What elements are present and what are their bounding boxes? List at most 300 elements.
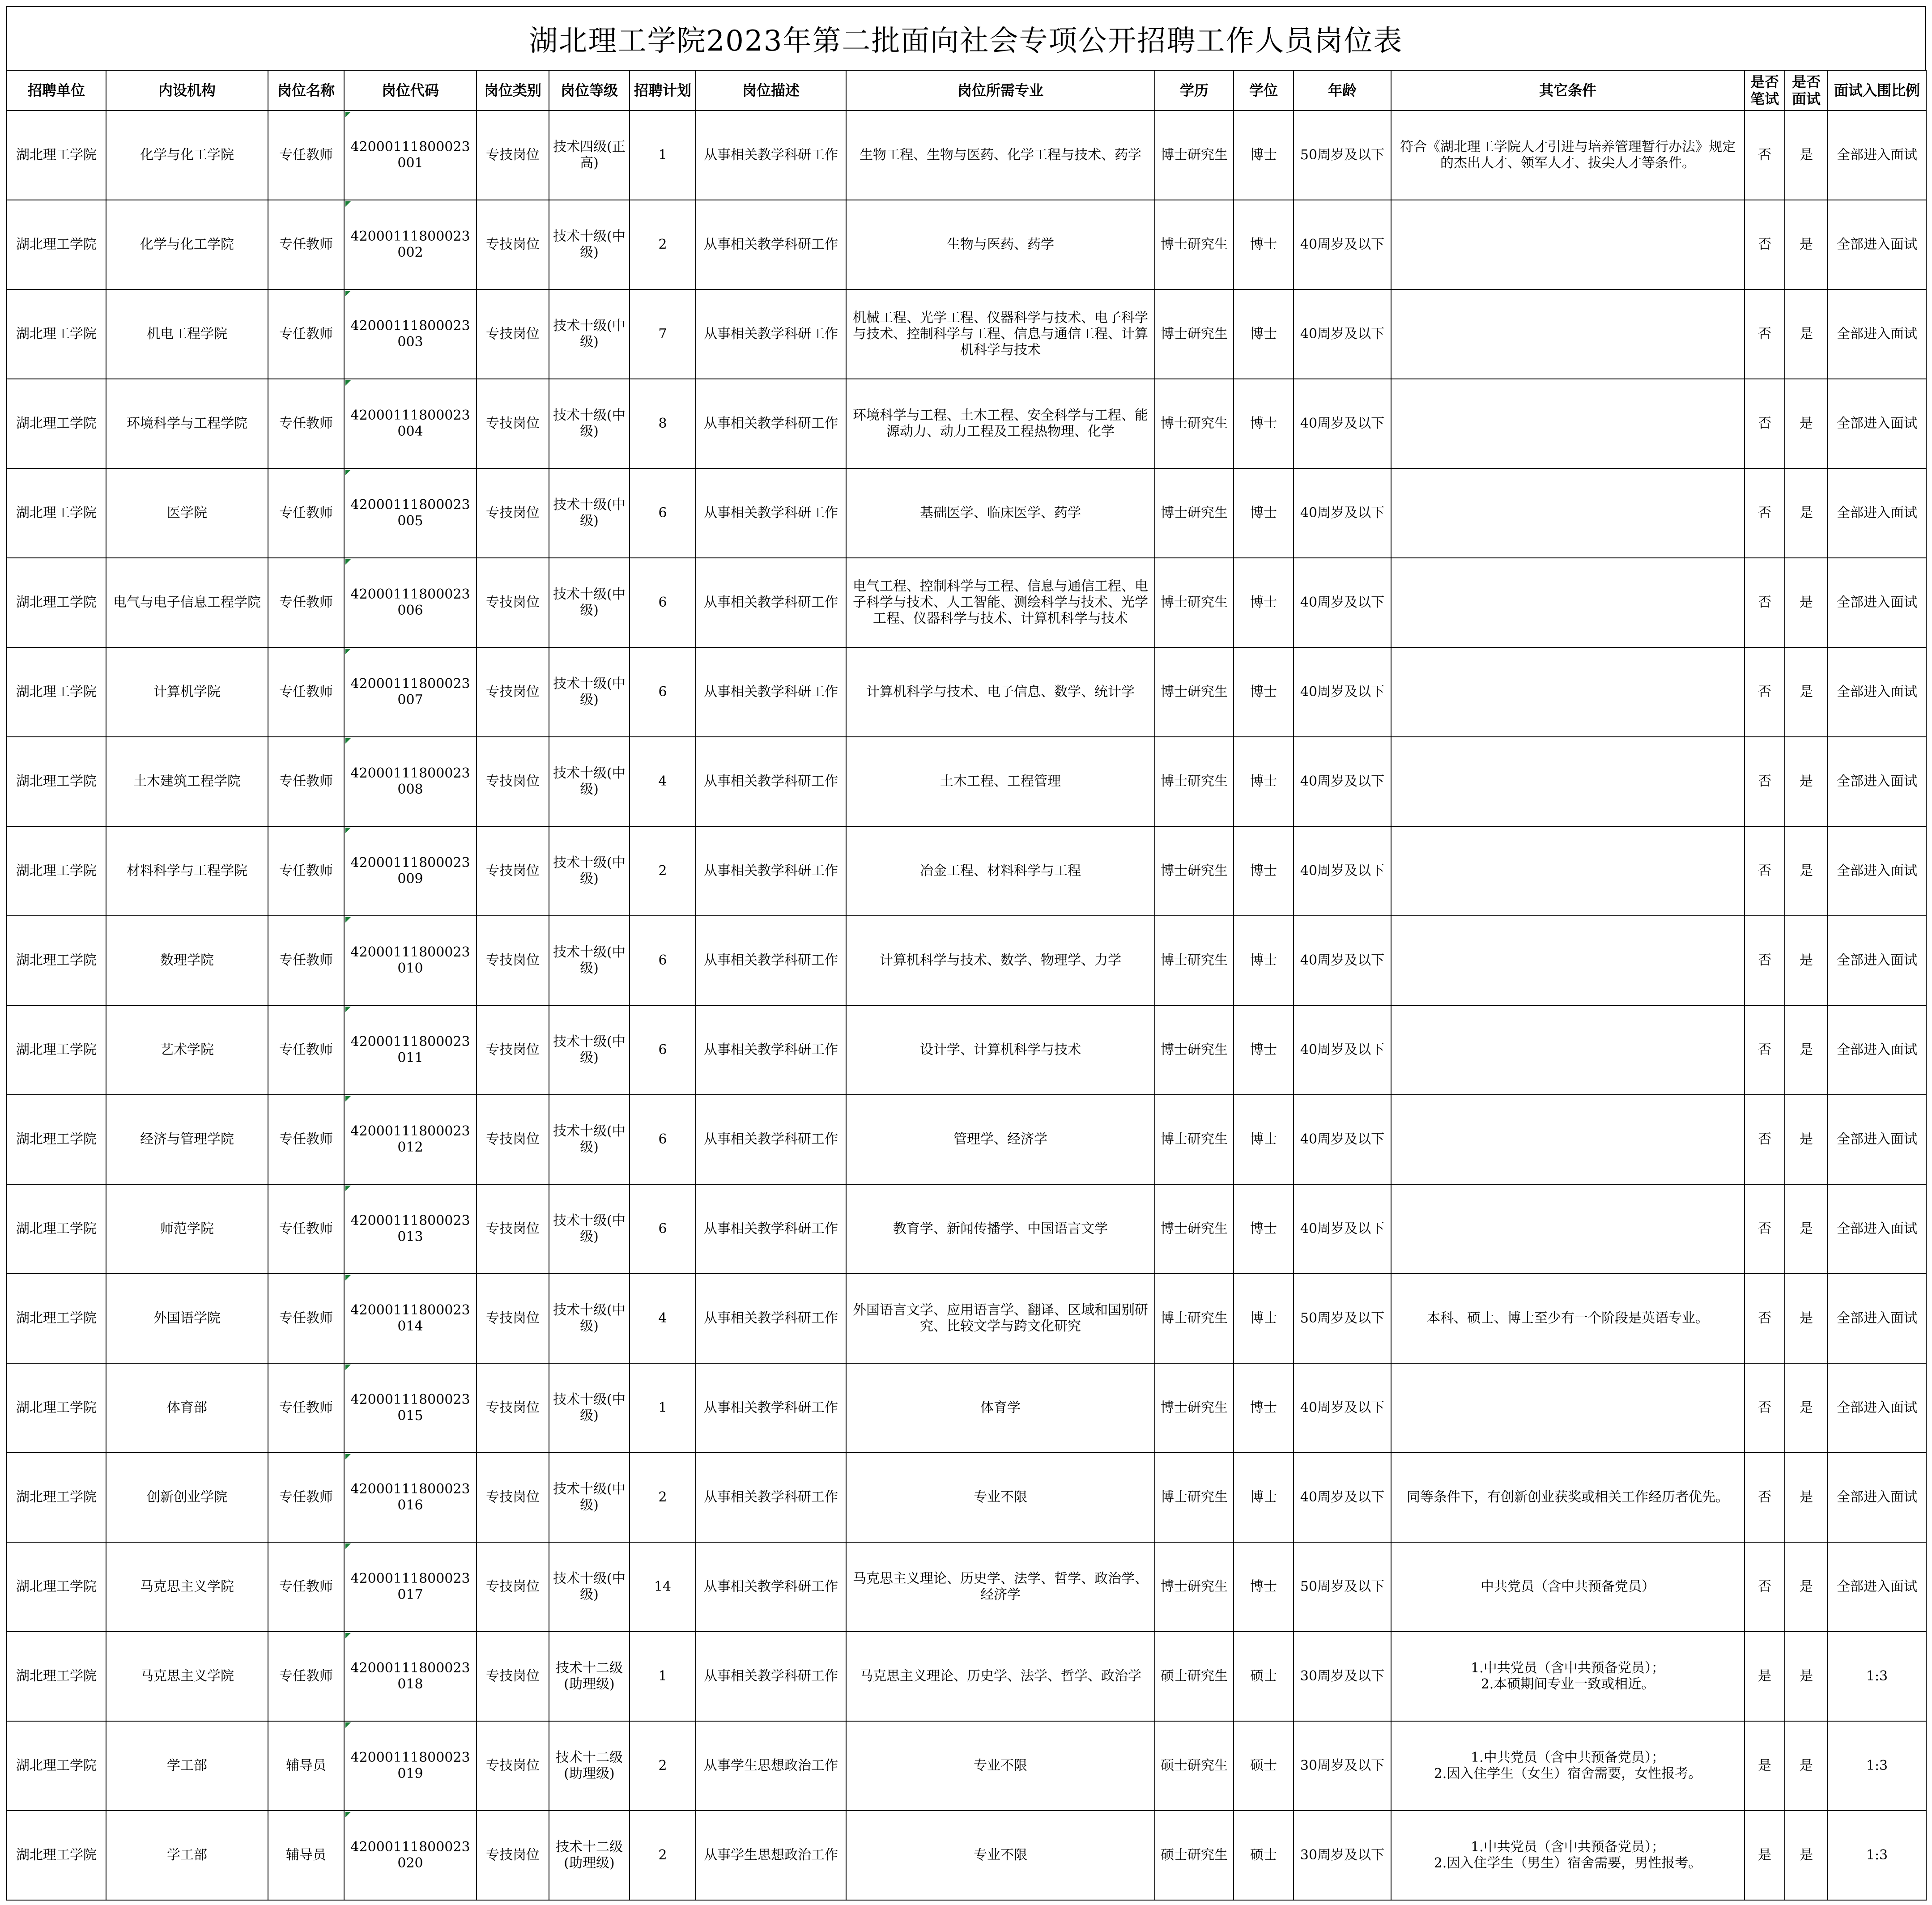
other-cell bbox=[1391, 379, 1745, 468]
post-cell: 专任教师 bbox=[268, 1184, 344, 1274]
category-cell: 专技岗位 bbox=[477, 826, 549, 916]
category-cell: 专技岗位 bbox=[477, 916, 549, 1005]
edu-cell: 博士研究生 bbox=[1155, 826, 1234, 916]
written-cell: 否 bbox=[1745, 737, 1785, 826]
unit-cell: 湖北理工学院 bbox=[7, 1811, 106, 1900]
age-cell: 40周岁及以下 bbox=[1294, 737, 1391, 826]
degree-cell: 博士 bbox=[1234, 1095, 1294, 1184]
code-cell: 42000111800023019 bbox=[344, 1721, 477, 1811]
code-cell: 42000111800023003 bbox=[344, 289, 477, 379]
plan-cell: 2 bbox=[630, 1721, 696, 1811]
interview-cell: 是 bbox=[1785, 200, 1828, 289]
unit-cell: 湖北理工学院 bbox=[7, 1542, 106, 1632]
ratio-cell: 全部进入面试 bbox=[1828, 468, 1926, 558]
desc-cell: 从事相关教学科研工作 bbox=[696, 1363, 846, 1453]
column-header: 学位 bbox=[1234, 70, 1294, 111]
dept-cell: 艺术学院 bbox=[106, 1005, 268, 1095]
desc-cell: 从事相关教学科研工作 bbox=[696, 826, 846, 916]
ratio-cell: 全部进入面试 bbox=[1828, 1095, 1926, 1184]
major-cell: 马克思主义理论、历史学、法学、哲学、政治学 bbox=[846, 1632, 1155, 1721]
level-cell: 技术十级(中级) bbox=[549, 468, 630, 558]
major-cell: 专业不限 bbox=[846, 1721, 1155, 1811]
table-row bbox=[7, 1811, 1926, 1900]
table-row bbox=[7, 1721, 1926, 1811]
ratio-cell: 全部进入面试 bbox=[1828, 826, 1926, 916]
column-header: 内设机构 bbox=[106, 70, 268, 111]
other-cell bbox=[1391, 200, 1745, 289]
written-cell: 否 bbox=[1745, 1095, 1785, 1184]
category-cell: 专技岗位 bbox=[477, 1632, 549, 1721]
ratio-cell: 全部进入面试 bbox=[1828, 1453, 1926, 1542]
ratio-cell: 全部进入面试 bbox=[1828, 379, 1926, 468]
other-cell: 同等条件下，有创新创业获奖或相关工作经历者优先。 bbox=[1391, 1453, 1745, 1542]
dept-cell: 创新创业学院 bbox=[106, 1453, 268, 1542]
written-cell: 否 bbox=[1745, 289, 1785, 379]
other-cell bbox=[1391, 289, 1745, 379]
other-cell bbox=[1391, 558, 1745, 647]
major-cell: 生物工程、生物与医药、化学工程与技术、药学 bbox=[846, 111, 1155, 200]
plan-cell: 2 bbox=[630, 1811, 696, 1900]
degree-cell: 博士 bbox=[1234, 737, 1294, 826]
post-cell: 专任教师 bbox=[268, 916, 344, 1005]
edu-cell: 博士研究生 bbox=[1155, 916, 1234, 1005]
category-cell: 专技岗位 bbox=[477, 1811, 549, 1900]
age-cell: 40周岁及以下 bbox=[1294, 379, 1391, 468]
unit-cell: 湖北理工学院 bbox=[7, 1274, 106, 1363]
written-cell: 是 bbox=[1745, 1632, 1785, 1721]
category-cell: 专技岗位 bbox=[477, 289, 549, 379]
plan-cell: 6 bbox=[630, 558, 696, 647]
written-cell: 否 bbox=[1745, 647, 1785, 737]
edu-cell: 博士研究生 bbox=[1155, 1184, 1234, 1274]
other-cell: 中共党员（含中共预备党员） bbox=[1391, 1542, 1745, 1632]
unit-cell: 湖北理工学院 bbox=[7, 1184, 106, 1274]
dept-cell: 外国语学院 bbox=[106, 1274, 268, 1363]
major-cell: 冶金工程、材料科学与工程 bbox=[846, 826, 1155, 916]
edu-cell: 博士研究生 bbox=[1155, 379, 1234, 468]
plan-cell: 6 bbox=[630, 1005, 696, 1095]
table-row bbox=[7, 379, 1926, 468]
code-cell: 42000111800023010 bbox=[344, 916, 477, 1005]
header-row bbox=[7, 70, 1926, 111]
table-row bbox=[7, 558, 1926, 647]
written-cell: 否 bbox=[1745, 1274, 1785, 1363]
other-cell bbox=[1391, 1005, 1745, 1095]
code-cell: 42000111800023014 bbox=[344, 1274, 477, 1363]
desc-cell: 从事相关教学科研工作 bbox=[696, 916, 846, 1005]
dept-cell: 土木建筑工程学院 bbox=[106, 737, 268, 826]
interview-cell: 是 bbox=[1785, 647, 1828, 737]
degree-cell: 博士 bbox=[1234, 1005, 1294, 1095]
ratio-cell: 全部进入面试 bbox=[1828, 647, 1926, 737]
table-row bbox=[7, 647, 1926, 737]
unit-cell: 湖北理工学院 bbox=[7, 1632, 106, 1721]
category-cell: 专技岗位 bbox=[477, 468, 549, 558]
level-cell: 技术十级(中级) bbox=[549, 1005, 630, 1095]
post-cell: 专任教师 bbox=[268, 468, 344, 558]
degree-cell: 博士 bbox=[1234, 826, 1294, 916]
age-cell: 40周岁及以下 bbox=[1294, 1453, 1391, 1542]
degree-cell: 博士 bbox=[1234, 1542, 1294, 1632]
category-cell: 专技岗位 bbox=[477, 1453, 549, 1542]
edu-cell: 博士研究生 bbox=[1155, 737, 1234, 826]
interview-cell: 是 bbox=[1785, 1095, 1828, 1184]
ratio-cell: 全部进入面试 bbox=[1828, 1363, 1926, 1453]
major-cell: 设计学、计算机科学与技术 bbox=[846, 1005, 1155, 1095]
other-cell: 本科、硕士、博士至少有一个阶段是英语专业。 bbox=[1391, 1274, 1745, 1363]
category-cell: 专技岗位 bbox=[477, 200, 549, 289]
post-cell: 专任教师 bbox=[268, 1542, 344, 1632]
level-cell: 技术十级(中级) bbox=[549, 916, 630, 1005]
table-row bbox=[7, 1632, 1926, 1721]
recruitment-sheet bbox=[6, 6, 1926, 1901]
desc-cell: 从事学生思想政治工作 bbox=[696, 1721, 846, 1811]
age-cell: 50周岁及以下 bbox=[1294, 1542, 1391, 1632]
unit-cell: 湖北理工学院 bbox=[7, 379, 106, 468]
age-cell: 40周岁及以下 bbox=[1294, 1005, 1391, 1095]
ratio-cell: 全部进入面试 bbox=[1828, 1005, 1926, 1095]
post-cell: 专任教师 bbox=[268, 1274, 344, 1363]
interview-cell: 是 bbox=[1785, 1811, 1828, 1900]
other-cell bbox=[1391, 1363, 1745, 1453]
post-cell: 专任教师 bbox=[268, 1095, 344, 1184]
age-cell: 40周岁及以下 bbox=[1294, 1184, 1391, 1274]
level-cell: 技术十级(中级) bbox=[549, 647, 630, 737]
edu-cell: 博士研究生 bbox=[1155, 289, 1234, 379]
edu-cell: 博士研究生 bbox=[1155, 111, 1234, 200]
major-cell: 基础医学、临床医学、药学 bbox=[846, 468, 1155, 558]
major-cell: 专业不限 bbox=[846, 1811, 1155, 1900]
interview-cell: 是 bbox=[1785, 1184, 1828, 1274]
desc-cell: 从事相关教学科研工作 bbox=[696, 468, 846, 558]
unit-cell: 湖北理工学院 bbox=[7, 737, 106, 826]
positions-table bbox=[6, 70, 1927, 1901]
written-cell: 否 bbox=[1745, 111, 1785, 200]
other-cell bbox=[1391, 1184, 1745, 1274]
post-cell: 辅导员 bbox=[268, 1811, 344, 1900]
category-cell: 专技岗位 bbox=[477, 111, 549, 200]
edu-cell: 博士研究生 bbox=[1155, 647, 1234, 737]
age-cell: 50周岁及以下 bbox=[1294, 111, 1391, 200]
unit-cell: 湖北理工学院 bbox=[7, 1721, 106, 1811]
table-row bbox=[7, 1453, 1926, 1542]
ratio-cell: 1:3 bbox=[1828, 1811, 1926, 1900]
interview-cell: 是 bbox=[1785, 916, 1828, 1005]
ratio-cell: 全部进入面试 bbox=[1828, 1184, 1926, 1274]
edu-cell: 博士研究生 bbox=[1155, 1542, 1234, 1632]
table-row bbox=[7, 1363, 1926, 1453]
column-header: 其它条件 bbox=[1391, 70, 1745, 111]
edu-cell: 硕士研究生 bbox=[1155, 1632, 1234, 1721]
major-cell: 教育学、新闻传播学、中国语言文学 bbox=[846, 1184, 1155, 1274]
written-cell: 是 bbox=[1745, 1721, 1785, 1811]
age-cell: 40周岁及以下 bbox=[1294, 289, 1391, 379]
unit-cell: 湖北理工学院 bbox=[7, 468, 106, 558]
column-header: 是否面试 bbox=[1785, 70, 1828, 111]
age-cell: 40周岁及以下 bbox=[1294, 1095, 1391, 1184]
code-cell: 42000111800023005 bbox=[344, 468, 477, 558]
code-cell: 42000111800023012 bbox=[344, 1095, 477, 1184]
age-cell: 30周岁及以下 bbox=[1294, 1811, 1391, 1900]
interview-cell: 是 bbox=[1785, 558, 1828, 647]
table-row bbox=[7, 826, 1926, 916]
column-header: 岗位名称 bbox=[268, 70, 344, 111]
degree-cell: 博士 bbox=[1234, 1453, 1294, 1542]
dept-cell: 体育部 bbox=[106, 1363, 268, 1453]
ratio-cell: 全部进入面试 bbox=[1828, 289, 1926, 379]
degree-cell: 硕士 bbox=[1234, 1811, 1294, 1900]
age-cell: 40周岁及以下 bbox=[1294, 1363, 1391, 1453]
interview-cell: 是 bbox=[1785, 1632, 1828, 1721]
degree-cell: 博士 bbox=[1234, 916, 1294, 1005]
written-cell: 否 bbox=[1745, 558, 1785, 647]
other-cell bbox=[1391, 1095, 1745, 1184]
level-cell: 技术十级(中级) bbox=[549, 826, 630, 916]
table-row bbox=[7, 1095, 1926, 1184]
plan-cell: 2 bbox=[630, 200, 696, 289]
other-cell: 1.中共党员（含中共预备党员）； 2.因入住学生（女生）宿舍需要，女性报考。 bbox=[1391, 1721, 1745, 1811]
interview-cell: 是 bbox=[1785, 289, 1828, 379]
interview-cell: 是 bbox=[1785, 379, 1828, 468]
interview-cell: 是 bbox=[1785, 826, 1828, 916]
category-cell: 专技岗位 bbox=[477, 737, 549, 826]
major-cell: 专业不限 bbox=[846, 1453, 1155, 1542]
post-cell: 专任教师 bbox=[268, 379, 344, 468]
dept-cell: 学工部 bbox=[106, 1811, 268, 1900]
table-row bbox=[7, 1005, 1926, 1095]
plan-cell: 6 bbox=[630, 916, 696, 1005]
column-header: 招聘单位 bbox=[7, 70, 106, 111]
written-cell: 是 bbox=[1745, 1811, 1785, 1900]
interview-cell: 是 bbox=[1785, 737, 1828, 826]
edu-cell: 博士研究生 bbox=[1155, 200, 1234, 289]
interview-cell: 是 bbox=[1785, 1274, 1828, 1363]
dept-cell: 材料科学与工程学院 bbox=[106, 826, 268, 916]
unit-cell: 湖北理工学院 bbox=[7, 1095, 106, 1184]
major-cell: 环境科学与工程、土木工程、安全科学与工程、能源动力、动力工程及工程热物理、化学 bbox=[846, 379, 1155, 468]
major-cell: 体育学 bbox=[846, 1363, 1155, 1453]
major-cell: 电气工程、控制科学与工程、信息与通信工程、电子科学与技术、人工智能、测绘科学与技术、光学工程、仪器科学与技术、计算机科学与技术 bbox=[846, 558, 1155, 647]
desc-cell: 从事学生思想政治工作 bbox=[696, 1811, 846, 1900]
level-cell: 技术十级(中级) bbox=[549, 200, 630, 289]
level-cell: 技术十级(中级) bbox=[549, 1184, 630, 1274]
dept-cell: 计算机学院 bbox=[106, 647, 268, 737]
major-cell: 外国语言文学、应用语言学、翻译、区域和国别研究、比较文学与跨文化研究 bbox=[846, 1274, 1155, 1363]
desc-cell: 从事相关教学科研工作 bbox=[696, 558, 846, 647]
written-cell: 否 bbox=[1745, 379, 1785, 468]
code-cell: 42000111800023018 bbox=[344, 1632, 477, 1721]
desc-cell: 从事相关教学科研工作 bbox=[696, 1005, 846, 1095]
degree-cell: 博士 bbox=[1234, 111, 1294, 200]
dept-cell: 医学院 bbox=[106, 468, 268, 558]
column-header: 岗位描述 bbox=[696, 70, 846, 111]
level-cell: 技术十级(中级) bbox=[549, 1542, 630, 1632]
post-cell: 专任教师 bbox=[268, 200, 344, 289]
post-cell: 专任教师 bbox=[268, 111, 344, 200]
edu-cell: 博士研究生 bbox=[1155, 1095, 1234, 1184]
ratio-cell: 1:3 bbox=[1828, 1632, 1926, 1721]
plan-cell: 1 bbox=[630, 1363, 696, 1453]
ratio-cell: 全部进入面试 bbox=[1828, 916, 1926, 1005]
dept-cell: 马克思主义学院 bbox=[106, 1542, 268, 1632]
post-cell: 专任教师 bbox=[268, 1453, 344, 1542]
code-cell: 42000111800023002 bbox=[344, 200, 477, 289]
major-cell: 机械工程、光学工程、仪器科学与技术、电子科学与技术、控制科学与工程、信息与通信工程、计算机科学与技术 bbox=[846, 289, 1155, 379]
desc-cell: 从事相关教学科研工作 bbox=[696, 1095, 846, 1184]
dept-cell: 环境科学与工程学院 bbox=[106, 379, 268, 468]
interview-cell: 是 bbox=[1785, 1005, 1828, 1095]
other-cell bbox=[1391, 826, 1745, 916]
unit-cell: 湖北理工学院 bbox=[7, 289, 106, 379]
interview-cell: 是 bbox=[1785, 468, 1828, 558]
major-cell: 管理学、经济学 bbox=[846, 1095, 1155, 1184]
other-cell: 符合《湖北理工学院人才引进与培养管理暂行办法》规定的杰出人才、领军人才、拔尖人才等条件。 bbox=[1391, 111, 1745, 200]
age-cell: 40周岁及以下 bbox=[1294, 200, 1391, 289]
code-cell: 42000111800023001 bbox=[344, 111, 477, 200]
level-cell: 技术十级(中级) bbox=[549, 1363, 630, 1453]
unit-cell: 湖北理工学院 bbox=[7, 558, 106, 647]
category-cell: 专技岗位 bbox=[477, 1184, 549, 1274]
post-cell: 专任教师 bbox=[268, 558, 344, 647]
plan-cell: 4 bbox=[630, 737, 696, 826]
desc-cell: 从事相关教学科研工作 bbox=[696, 379, 846, 468]
age-cell: 30周岁及以下 bbox=[1294, 1721, 1391, 1811]
table-row bbox=[7, 200, 1926, 289]
level-cell: 技术十二级(助理级) bbox=[549, 1811, 630, 1900]
plan-cell: 14 bbox=[630, 1542, 696, 1632]
column-header: 面试入围比例 bbox=[1828, 70, 1926, 111]
edu-cell: 博士研究生 bbox=[1155, 558, 1234, 647]
unit-cell: 湖北理工学院 bbox=[7, 111, 106, 200]
unit-cell: 湖北理工学院 bbox=[7, 826, 106, 916]
ratio-cell: 全部进入面试 bbox=[1828, 200, 1926, 289]
written-cell: 否 bbox=[1745, 1363, 1785, 1453]
major-cell: 马克思主义理论、历史学、法学、哲学、政治学、经济学 bbox=[846, 1542, 1155, 1632]
table-row bbox=[7, 1184, 1926, 1274]
ratio-cell: 全部进入面试 bbox=[1828, 111, 1926, 200]
table-row bbox=[7, 111, 1926, 200]
column-header: 年龄 bbox=[1294, 70, 1391, 111]
column-header: 岗位等级 bbox=[549, 70, 630, 111]
plan-cell: 1 bbox=[630, 1632, 696, 1721]
degree-cell: 博士 bbox=[1234, 379, 1294, 468]
positions-body bbox=[7, 111, 1926, 1900]
level-cell: 技术四级(正高) bbox=[549, 111, 630, 200]
table-row bbox=[7, 1542, 1926, 1632]
ratio-cell: 全部进入面试 bbox=[1828, 1274, 1926, 1363]
level-cell: 技术十级(中级) bbox=[549, 737, 630, 826]
other-cell bbox=[1391, 916, 1745, 1005]
code-cell: 42000111800023020 bbox=[344, 1811, 477, 1900]
edu-cell: 硕士研究生 bbox=[1155, 1721, 1234, 1811]
category-cell: 专技岗位 bbox=[477, 379, 549, 468]
written-cell: 否 bbox=[1745, 1005, 1785, 1095]
degree-cell: 博士 bbox=[1234, 647, 1294, 737]
code-cell: 42000111800023004 bbox=[344, 379, 477, 468]
code-cell: 42000111800023011 bbox=[344, 1005, 477, 1095]
major-cell: 土木工程、工程管理 bbox=[846, 737, 1155, 826]
edu-cell: 博士研究生 bbox=[1155, 1274, 1234, 1363]
dept-cell: 马克思主义学院 bbox=[106, 1632, 268, 1721]
desc-cell: 从事相关教学科研工作 bbox=[696, 1274, 846, 1363]
column-header: 是否笔试 bbox=[1745, 70, 1785, 111]
written-cell: 否 bbox=[1745, 1453, 1785, 1542]
edu-cell: 博士研究生 bbox=[1155, 468, 1234, 558]
post-cell: 专任教师 bbox=[268, 1632, 344, 1721]
level-cell: 技术十二级(助理级) bbox=[549, 1632, 630, 1721]
category-cell: 专技岗位 bbox=[477, 1274, 549, 1363]
dept-cell: 经济与管理学院 bbox=[106, 1095, 268, 1184]
level-cell: 技术十级(中级) bbox=[549, 1095, 630, 1184]
column-header: 学历 bbox=[1155, 70, 1234, 111]
desc-cell: 从事相关教学科研工作 bbox=[696, 289, 846, 379]
age-cell: 40周岁及以下 bbox=[1294, 468, 1391, 558]
post-cell: 专任教师 bbox=[268, 1363, 344, 1453]
category-cell: 专技岗位 bbox=[477, 558, 549, 647]
written-cell: 否 bbox=[1745, 826, 1785, 916]
plan-cell: 2 bbox=[630, 1453, 696, 1542]
other-cell bbox=[1391, 647, 1745, 737]
interview-cell: 是 bbox=[1785, 1453, 1828, 1542]
plan-cell: 1 bbox=[630, 111, 696, 200]
dept-cell: 师范学院 bbox=[106, 1184, 268, 1274]
table-row bbox=[7, 737, 1926, 826]
level-cell: 技术十级(中级) bbox=[549, 379, 630, 468]
age-cell: 40周岁及以下 bbox=[1294, 826, 1391, 916]
category-cell: 专技岗位 bbox=[477, 1721, 549, 1811]
degree-cell: 博士 bbox=[1234, 1274, 1294, 1363]
interview-cell: 是 bbox=[1785, 1542, 1828, 1632]
age-cell: 30周岁及以下 bbox=[1294, 1632, 1391, 1721]
plan-cell: 7 bbox=[630, 289, 696, 379]
level-cell: 技术十级(中级) bbox=[549, 1453, 630, 1542]
code-cell: 42000111800023016 bbox=[344, 1453, 477, 1542]
major-cell: 生物与医药、药学 bbox=[846, 200, 1155, 289]
dept-cell: 数理学院 bbox=[106, 916, 268, 1005]
table-row bbox=[7, 468, 1926, 558]
degree-cell: 博士 bbox=[1234, 289, 1294, 379]
desc-cell: 从事相关教学科研工作 bbox=[696, 1542, 846, 1632]
post-cell: 专任教师 bbox=[268, 647, 344, 737]
other-cell: 1.中共党员（含中共预备党员）； 2.因入住学生（男生）宿舍需要，男性报考。 bbox=[1391, 1811, 1745, 1900]
dept-cell: 化学与化工学院 bbox=[106, 200, 268, 289]
ratio-cell: 全部进入面试 bbox=[1828, 558, 1926, 647]
post-cell: 专任教师 bbox=[268, 737, 344, 826]
unit-cell: 湖北理工学院 bbox=[7, 1453, 106, 1542]
age-cell: 40周岁及以下 bbox=[1294, 916, 1391, 1005]
degree-cell: 博士 bbox=[1234, 558, 1294, 647]
plan-cell: 4 bbox=[630, 1274, 696, 1363]
plan-cell: 6 bbox=[630, 1184, 696, 1274]
category-cell: 专技岗位 bbox=[477, 1363, 549, 1453]
column-header: 岗位类别 bbox=[477, 70, 549, 111]
major-cell: 计算机科学与技术、数学、物理学、力学 bbox=[846, 916, 1155, 1005]
interview-cell: 是 bbox=[1785, 1363, 1828, 1453]
desc-cell: 从事相关教学科研工作 bbox=[696, 111, 846, 200]
dept-cell: 学工部 bbox=[106, 1721, 268, 1811]
code-cell: 42000111800023009 bbox=[344, 826, 477, 916]
other-cell bbox=[1391, 737, 1745, 826]
table-row bbox=[7, 916, 1926, 1005]
ratio-cell: 全部进入面试 bbox=[1828, 737, 1926, 826]
code-cell: 42000111800023006 bbox=[344, 558, 477, 647]
unit-cell: 湖北理工学院 bbox=[7, 916, 106, 1005]
dept-cell: 机电工程学院 bbox=[106, 289, 268, 379]
code-cell: 42000111800023013 bbox=[344, 1184, 477, 1274]
other-cell: 1.中共党员（含中共预备党员）； 2.本硕期间专业一致或相近。 bbox=[1391, 1632, 1745, 1721]
edu-cell: 博士研究生 bbox=[1155, 1453, 1234, 1542]
level-cell: 技术十级(中级) bbox=[549, 1274, 630, 1363]
